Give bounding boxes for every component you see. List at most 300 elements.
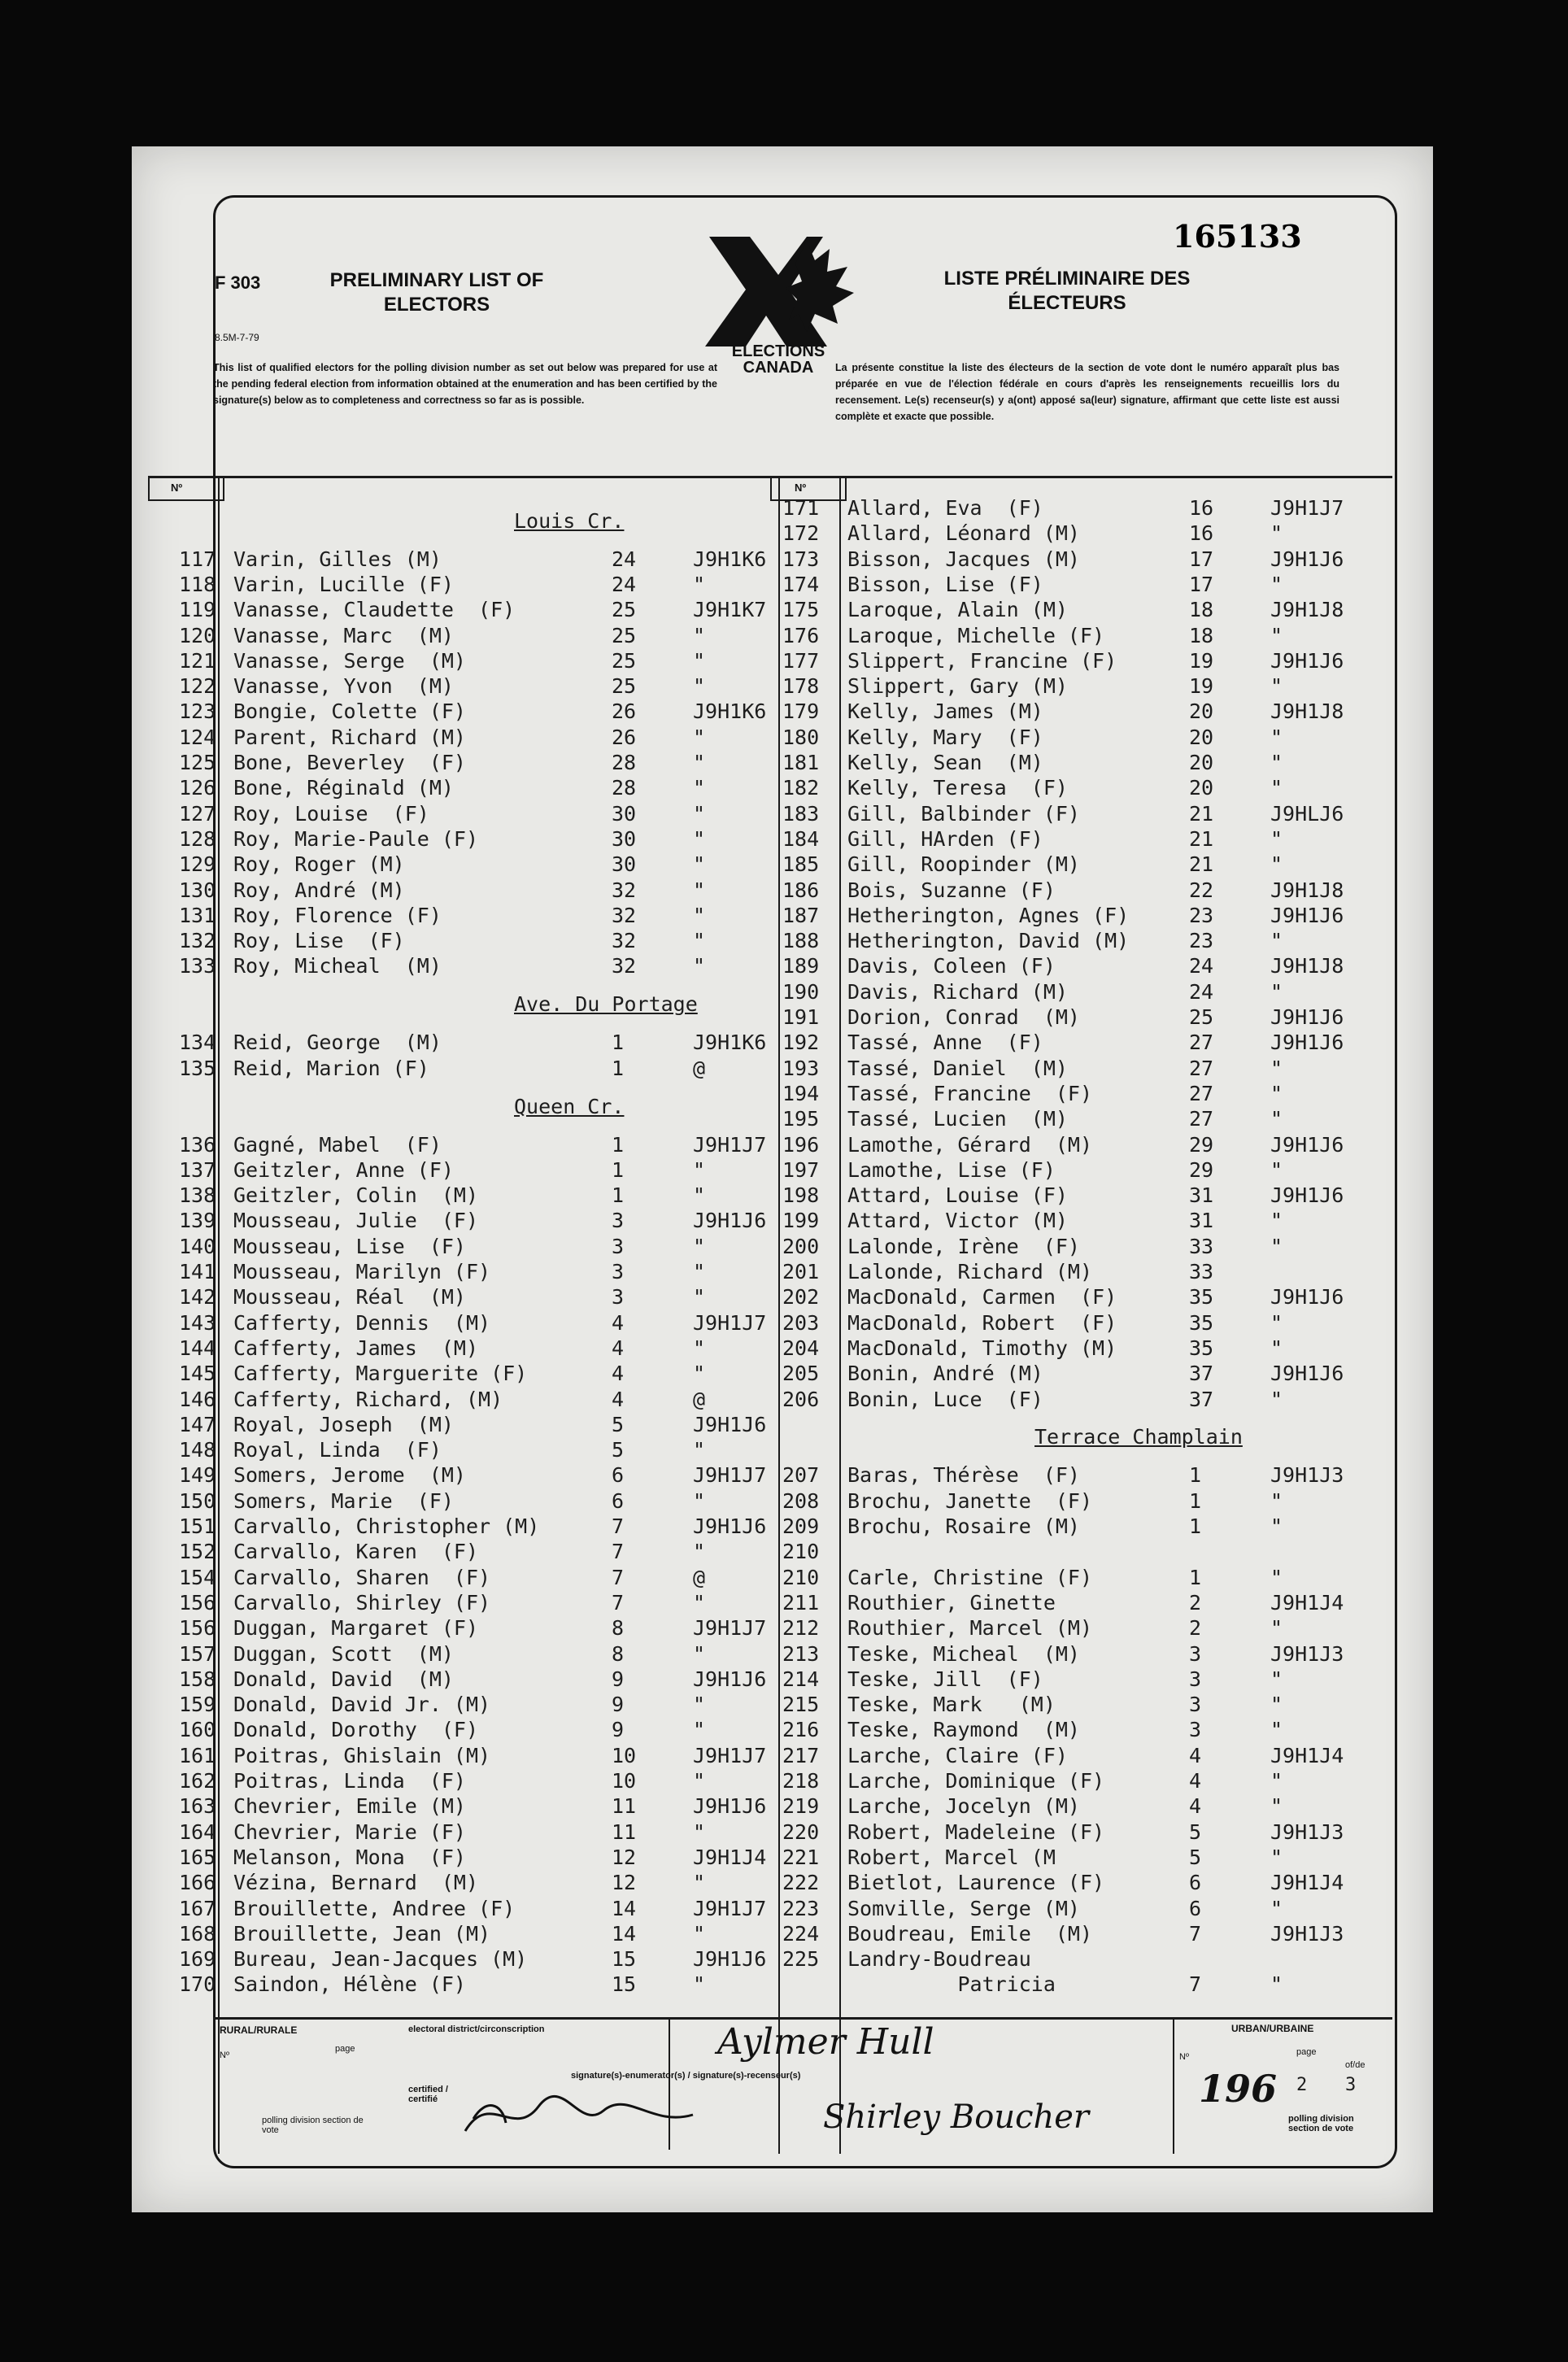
elections-canada-logo bbox=[693, 224, 864, 379]
civic-number: 1 bbox=[1189, 1488, 1202, 1513]
postal-code: J9H1J4 bbox=[1270, 1743, 1344, 1767]
elector-number: 185 bbox=[782, 852, 820, 877]
elector-number: 189 bbox=[782, 954, 820, 978]
elector-name: Donald, David (M) bbox=[233, 1667, 454, 1691]
elector-number: 217 bbox=[782, 1743, 820, 1767]
postal-code: J9H1J4 bbox=[1270, 1590, 1344, 1615]
civic-number: 3 bbox=[1189, 1718, 1202, 1742]
postal-code: " bbox=[1270, 1081, 1283, 1105]
elector-name: Roy, Lise (F) bbox=[233, 929, 405, 953]
elector-name: Brochu, Rosaire (M) bbox=[847, 1514, 1080, 1538]
civic-number: 35 bbox=[1189, 1310, 1214, 1335]
civic-number: 25 bbox=[1189, 1005, 1214, 1029]
postal-code: J9H1J6 bbox=[693, 1947, 767, 1972]
elector-number: 186 bbox=[782, 878, 820, 902]
civic-number: 25 bbox=[612, 598, 637, 622]
postal-code: J9H1J8 bbox=[1270, 878, 1344, 902]
civic-number: 10 bbox=[612, 1769, 637, 1793]
elector-number: 119 bbox=[179, 598, 216, 622]
elector-number: 156 bbox=[179, 1616, 216, 1641]
center-rule bbox=[778, 478, 780, 2154]
district-label: electoral district/circonscription bbox=[408, 2024, 545, 2034]
elector-name: MacDonald, Carmen (F) bbox=[847, 1285, 1117, 1310]
elector-number: 225 bbox=[782, 1947, 820, 1972]
street-section-heading: Louis Cr. bbox=[514, 508, 625, 533]
elector-name: Attard, Victor (M) bbox=[847, 1209, 1068, 1233]
elector-number: 140 bbox=[179, 1234, 216, 1258]
elector-name: Gill, Roopinder (M) bbox=[847, 852, 1080, 877]
logo-lettering: ELECTIONS bbox=[731, 342, 825, 360]
postal-code: J9H1J3 bbox=[1270, 1819, 1344, 1844]
elector-name: Baras, Thérèse (F) bbox=[847, 1463, 1080, 1488]
civic-number: 12 bbox=[612, 1845, 637, 1869]
postal-code: " bbox=[693, 826, 706, 851]
postal-code: " bbox=[693, 1336, 706, 1360]
elector-name: Routhier, Ginette bbox=[847, 1590, 1056, 1615]
postal-code: J9H1J6 bbox=[1270, 1285, 1344, 1310]
postal-code: " bbox=[693, 1819, 706, 1844]
civic-number: 3 bbox=[1189, 1667, 1202, 1691]
civic-number: 20 bbox=[1189, 751, 1214, 774]
elector-name: Robert, Madeleine (F) bbox=[847, 1819, 1105, 1844]
civic-number: 8 bbox=[612, 1616, 625, 1641]
elector-name: Lamothe, Lise (F) bbox=[847, 1157, 1056, 1182]
elector-name: Cafferty, Dennis (M) bbox=[233, 1310, 491, 1335]
elector-number: 166 bbox=[179, 1871, 216, 1895]
civic-number: 27 bbox=[1189, 1056, 1214, 1080]
elector-number: 169 bbox=[179, 1947, 216, 1972]
elector-number: 205 bbox=[782, 1362, 820, 1386]
elector-number: 126 bbox=[179, 776, 216, 800]
elector-number: 188 bbox=[782, 929, 820, 953]
elector-name: Tassé, Anne (F) bbox=[847, 1031, 1043, 1055]
elector-number: 161 bbox=[179, 1743, 216, 1767]
civic-number: 5 bbox=[1189, 1845, 1202, 1869]
civic-number: 4 bbox=[1189, 1769, 1202, 1793]
elector-name: Teske, Micheal (M) bbox=[847, 1641, 1080, 1666]
postal-code: " bbox=[693, 1183, 706, 1208]
postal-code: " bbox=[1270, 826, 1283, 851]
postal-code: " bbox=[1270, 1794, 1283, 1819]
postal-code: " bbox=[1270, 1972, 1283, 1997]
elector-number: 179 bbox=[782, 699, 820, 724]
elector-number: 141 bbox=[179, 1260, 216, 1283]
civic-number: 9 bbox=[612, 1693, 625, 1717]
enumerator-signature: Shirley Boucher bbox=[823, 2098, 1090, 2136]
civic-number: 18 bbox=[1189, 598, 1214, 622]
civic-number: 10 bbox=[612, 1743, 637, 1767]
elector-number: 197 bbox=[782, 1157, 820, 1182]
elector-number: 130 bbox=[179, 878, 216, 902]
rural-label: RURAL/RURALE bbox=[220, 2024, 298, 2036]
elector-number: 203 bbox=[782, 1310, 820, 1335]
civic-number: 7 bbox=[612, 1540, 625, 1564]
elector-name: Landry-Boudreau bbox=[847, 1947, 1031, 1972]
civic-number: 6 bbox=[612, 1488, 625, 1513]
elector-name: Saindon, Hélène (F) bbox=[233, 1972, 466, 1997]
postal-code: " bbox=[1270, 1616, 1283, 1641]
elector-name: Mousseau, Lise (F) bbox=[233, 1234, 466, 1258]
civic-number: 27 bbox=[1189, 1107, 1214, 1131]
postal-code: " bbox=[1270, 1234, 1283, 1258]
civic-number: 19 bbox=[1189, 648, 1214, 673]
postal-code: " bbox=[693, 1972, 706, 1997]
elector-number: 204 bbox=[782, 1336, 820, 1360]
elector-number: 135 bbox=[179, 1056, 216, 1080]
elector-number: 207 bbox=[782, 1463, 820, 1488]
civic-number: 32 bbox=[612, 903, 637, 927]
elector-name: Parent, Richard (M) bbox=[233, 725, 466, 749]
civic-number: 24 bbox=[1189, 954, 1214, 978]
postal-code: " bbox=[1270, 1693, 1283, 1717]
postal-code: J9H1J6 bbox=[693, 1794, 767, 1819]
postal-code: " bbox=[1270, 1845, 1283, 1869]
elector-name: Varin, Lucille (F) bbox=[233, 572, 454, 596]
polling-division-number: 196 bbox=[1199, 2067, 1278, 2111]
elector-number: 206 bbox=[782, 1387, 820, 1411]
elector-name: Attard, Louise (F) bbox=[847, 1183, 1068, 1208]
elector-number: 195 bbox=[782, 1107, 820, 1131]
postal-code: J9H1J8 bbox=[1270, 598, 1344, 622]
left-num-header-cell bbox=[148, 478, 224, 501]
civic-number: 4 bbox=[612, 1387, 625, 1411]
elector-name: Bois, Suzanne (F) bbox=[847, 878, 1056, 902]
postal-code: J9H1J6 bbox=[1270, 648, 1344, 673]
civic-number: 21 bbox=[1189, 852, 1214, 877]
elector-number: 209 bbox=[782, 1514, 820, 1538]
civic-number: 12 bbox=[612, 1871, 637, 1895]
elector-name: Royal, Joseph (M) bbox=[233, 1412, 454, 1436]
urban-block bbox=[1173, 2020, 1394, 2154]
postal-code: " bbox=[693, 1540, 706, 1564]
postal-code: J9H1J7 bbox=[693, 1896, 767, 1920]
elector-number: 177 bbox=[782, 648, 820, 673]
civic-number: 23 bbox=[1189, 903, 1214, 927]
civic-number: 20 bbox=[1189, 699, 1214, 724]
elector-name: Patricia bbox=[847, 1972, 1056, 1997]
elector-number: 173 bbox=[782, 547, 820, 571]
elector-name: Lalonde, Richard (M) bbox=[847, 1260, 1093, 1283]
postal-code: J9H1J6 bbox=[1270, 1031, 1344, 1055]
elector-number: 125 bbox=[179, 751, 216, 774]
civic-number: 7 bbox=[612, 1565, 625, 1589]
elector-name: Roy, Micheal (M) bbox=[233, 954, 442, 978]
elector-name: Kelly, James (M) bbox=[847, 699, 1043, 724]
postal-code: " bbox=[693, 801, 706, 826]
elector-name: Lamothe, Gérard (M) bbox=[847, 1132, 1093, 1157]
postal-code: " bbox=[693, 623, 706, 647]
elector-number: 138 bbox=[179, 1183, 216, 1208]
elector-number: 219 bbox=[782, 1794, 820, 1819]
elector-name: Tassé, Daniel (M) bbox=[847, 1056, 1068, 1080]
elector-number: 180 bbox=[782, 725, 820, 749]
elector-number: 154 bbox=[179, 1565, 216, 1589]
elector-name: Chevrier, Emile (M) bbox=[233, 1794, 466, 1819]
left-num-header: Nº bbox=[171, 482, 183, 494]
elector-number: 175 bbox=[782, 598, 820, 622]
postal-code: J9H1J3 bbox=[1270, 1921, 1344, 1946]
right-num-header: Nº bbox=[795, 482, 807, 494]
postal-code: J9HLJ6 bbox=[1270, 801, 1344, 826]
postal-code: J9H1J6 bbox=[693, 1514, 767, 1538]
civic-number: 32 bbox=[612, 929, 637, 953]
postal-code: " bbox=[693, 1718, 706, 1742]
elector-number: 198 bbox=[782, 1183, 820, 1208]
elector-number: 142 bbox=[179, 1285, 216, 1310]
postal-code: J9H1K6 bbox=[693, 699, 767, 724]
postal-code: J9H1J6 bbox=[1270, 1183, 1344, 1208]
elector-name: Kelly, Teresa (F) bbox=[847, 776, 1068, 800]
elector-number: 123 bbox=[179, 699, 216, 724]
elector-name: Geitzler, Anne (F) bbox=[233, 1157, 454, 1182]
elector-number: 194 bbox=[782, 1081, 820, 1105]
elector-number: 148 bbox=[179, 1438, 216, 1462]
elector-name: Teske, Mark (M) bbox=[847, 1693, 1056, 1717]
civic-number: 15 bbox=[612, 1972, 637, 1997]
elector-number: 129 bbox=[179, 852, 216, 877]
elector-name: Carle, Christine (F) bbox=[847, 1565, 1093, 1589]
elector-number: 132 bbox=[179, 929, 216, 953]
civic-number: 35 bbox=[1189, 1336, 1214, 1360]
elector-name: Routhier, Marcel (M) bbox=[847, 1616, 1093, 1641]
civic-number: 1 bbox=[612, 1157, 625, 1182]
postal-code: J9H1J6 bbox=[693, 1412, 767, 1436]
elector-number: 200 bbox=[782, 1234, 820, 1258]
postal-code: J9H1J7 bbox=[1270, 496, 1344, 520]
civic-number: 17 bbox=[1189, 547, 1214, 571]
civic-number: 25 bbox=[612, 674, 637, 699]
civic-number: 20 bbox=[1189, 776, 1214, 800]
street-section-heading: Terrace Champlain bbox=[1034, 1425, 1243, 1449]
elector-name: Cafferty, Marguerite (F) bbox=[233, 1362, 528, 1386]
elector-name: Vézina, Bernard (M) bbox=[233, 1871, 479, 1895]
intro-french: La présente constitue la liste des électeurs de la section de vote dont le numéro apparaît plus bas préparée en vue de l'élection fédérale en cours d'après les renseignements recueillis lors du recensement. Le(s) recenseur(s) y a(ont) apposé sa(leur) signature, affirmant que cette liste est aussi complète et exacte que possible. bbox=[835, 362, 1339, 422]
civic-number: 16 bbox=[1189, 496, 1214, 520]
postal-code: " bbox=[693, 1641, 706, 1666]
form-subcode: 8.5M-7-79 bbox=[215, 332, 259, 343]
postal-code: J9H1J3 bbox=[1270, 1641, 1344, 1666]
elector-name: Bisson, Lise (F) bbox=[847, 572, 1043, 596]
elector-number: 210 bbox=[782, 1540, 820, 1564]
elector-name: Mousseau, Réal (M) bbox=[233, 1285, 466, 1310]
elector-name: Kelly, Sean (M) bbox=[847, 751, 1043, 774]
postal-code: J9H1J3 bbox=[1270, 1463, 1344, 1488]
elector-name: Tassé, Lucien (M) bbox=[847, 1107, 1068, 1131]
elector-name: Larche, Jocelyn (M) bbox=[847, 1794, 1080, 1819]
elector-number: 182 bbox=[782, 776, 820, 800]
elector-number: 224 bbox=[782, 1921, 820, 1946]
elector-name: Tassé, Francine (F) bbox=[847, 1081, 1093, 1105]
elector-number: 120 bbox=[179, 623, 216, 647]
postal-code: " bbox=[1270, 1514, 1283, 1538]
postal-code: J9H1J6 bbox=[693, 1667, 767, 1691]
elector-number: 136 bbox=[179, 1132, 216, 1157]
elector-number: 208 bbox=[782, 1488, 820, 1513]
elector-number: 214 bbox=[782, 1667, 820, 1691]
elector-name: Brochu, Janette (F) bbox=[847, 1488, 1093, 1513]
civic-number: 26 bbox=[612, 699, 637, 724]
elector-number: 170 bbox=[179, 1972, 216, 1997]
postal-code: J9H1J6 bbox=[1270, 547, 1344, 571]
civic-number: 4 bbox=[612, 1310, 625, 1335]
certifier-signature-scribble bbox=[457, 2082, 701, 2147]
elector-name: Somville, Serge (M) bbox=[847, 1896, 1080, 1920]
postal-code: J9H1J6 bbox=[1270, 1132, 1344, 1157]
elector-name: Allard, Léonard (M) bbox=[847, 521, 1080, 546]
postal-code: J9H1J8 bbox=[1270, 699, 1344, 724]
postal-code: " bbox=[1270, 1488, 1283, 1513]
civic-number: 5 bbox=[612, 1438, 625, 1462]
elector-number: 150 bbox=[179, 1488, 216, 1513]
elector-name: Roy, Marie-Paule (F) bbox=[233, 826, 479, 851]
elector-name: Lalonde, Irène (F) bbox=[847, 1234, 1080, 1258]
civic-number: 37 bbox=[1189, 1387, 1214, 1411]
elector-name: Bone, Réginald (M) bbox=[233, 776, 454, 800]
elector-name: MacDonald, Timothy (M) bbox=[847, 1336, 1117, 1360]
document-sheet bbox=[132, 146, 1433, 2212]
elector-name: Larche, Dominique (F) bbox=[847, 1769, 1105, 1793]
civic-number: 3 bbox=[1189, 1641, 1202, 1666]
postal-code: " bbox=[1270, 751, 1283, 774]
civic-number: 21 bbox=[1189, 826, 1214, 851]
elector-number: 160 bbox=[179, 1718, 216, 1742]
postal-code: J9H1J8 bbox=[1270, 954, 1344, 978]
elector-name: Duggan, Margaret (F) bbox=[233, 1616, 479, 1641]
svg-text:CANADA: CANADA bbox=[743, 359, 814, 377]
civic-number: 6 bbox=[1189, 1896, 1202, 1920]
intro-english: This list of qualified electors for the polling division number as set out below was prepared for use at the pending federal election from information obtained at the enumeration and has been certified by the signature(s) below as to completeness and correctness so far as is possible. bbox=[213, 362, 717, 406]
postal-code: " bbox=[693, 1362, 706, 1386]
page-total: 3 bbox=[1345, 2075, 1357, 2095]
elector-name: Boudreau, Emile (M) bbox=[847, 1921, 1093, 1946]
elector-name: Donald, David Jr. (M) bbox=[233, 1693, 491, 1717]
elector-number: 146 bbox=[179, 1387, 216, 1411]
elector-name: Teske, Raymond (M) bbox=[847, 1718, 1080, 1742]
civic-number: 7 bbox=[1189, 1972, 1202, 1997]
civic-number: 7 bbox=[1189, 1921, 1202, 1946]
elector-number: 134 bbox=[179, 1031, 216, 1055]
civic-number: 11 bbox=[612, 1794, 637, 1819]
elector-number: 139 bbox=[179, 1209, 216, 1233]
civic-number: 33 bbox=[1189, 1260, 1214, 1283]
postal-code: " bbox=[1270, 725, 1283, 749]
elector-number: 221 bbox=[782, 1845, 820, 1869]
elector-name: Roy, Louise (F) bbox=[233, 801, 429, 826]
postal-code: " bbox=[1270, 1310, 1283, 1335]
civic-number: 11 bbox=[612, 1819, 637, 1844]
postal-code: " bbox=[1270, 979, 1283, 1004]
postal-code: " bbox=[693, 1590, 706, 1615]
elector-number: 199 bbox=[782, 1209, 820, 1233]
elector-number: 171 bbox=[782, 496, 820, 520]
civic-number: 24 bbox=[612, 547, 637, 571]
elector-number: 151 bbox=[179, 1514, 216, 1538]
postal-code: J9H1J7 bbox=[693, 1463, 767, 1488]
elector-number: 165 bbox=[179, 1845, 216, 1869]
postal-code: " bbox=[1270, 674, 1283, 699]
civic-number: 26 bbox=[612, 725, 637, 749]
postal-code: " bbox=[1270, 623, 1283, 647]
elector-name: Vanasse, Marc (M) bbox=[233, 623, 454, 647]
elector-number: 137 bbox=[179, 1157, 216, 1182]
postal-code: " bbox=[1270, 776, 1283, 800]
civic-number: 7 bbox=[612, 1514, 625, 1538]
elector-name: Brouillette, Jean (M) bbox=[233, 1921, 491, 1946]
civic-number: 14 bbox=[612, 1896, 637, 1920]
elector-number: 147 bbox=[179, 1412, 216, 1436]
civic-number: 15 bbox=[612, 1947, 637, 1972]
civic-number: 2 bbox=[1189, 1590, 1202, 1615]
right-num-rule bbox=[839, 478, 841, 2154]
postal-code: " bbox=[1270, 852, 1283, 877]
elector-number: 172 bbox=[782, 521, 820, 546]
elector-number: 187 bbox=[782, 903, 820, 927]
civic-number: 24 bbox=[612, 572, 637, 596]
urban-page-label: page bbox=[1296, 2047, 1317, 2057]
elector-name: Geitzler, Colin (M) bbox=[233, 1183, 479, 1208]
postal-code: " bbox=[693, 776, 706, 800]
elector-number: 145 bbox=[179, 1362, 216, 1386]
elector-name: Carvallo, Christopher (M) bbox=[233, 1514, 540, 1538]
elector-number: 149 bbox=[179, 1463, 216, 1488]
civic-number: 27 bbox=[1189, 1031, 1214, 1055]
postal-code: " bbox=[693, 751, 706, 774]
elector-name: Carvallo, Sharen (F) bbox=[233, 1565, 491, 1589]
civic-number: 18 bbox=[1189, 623, 1214, 647]
elector-name: Bonin, Luce (F) bbox=[847, 1387, 1043, 1411]
elector-name: Hetherington, David (M) bbox=[847, 929, 1130, 953]
civic-number: 8 bbox=[612, 1641, 625, 1666]
postal-code: " bbox=[693, 1438, 706, 1462]
postal-code: " bbox=[693, 1285, 706, 1310]
civic-number: 31 bbox=[1189, 1183, 1214, 1208]
urban-polling-label: polling division section de vote bbox=[1288, 2114, 1354, 2133]
elector-number: 192 bbox=[782, 1031, 820, 1055]
elector-name: Melanson, Mona (F) bbox=[233, 1845, 466, 1869]
postal-code: " bbox=[1270, 1157, 1283, 1182]
elector-name: Chevrier, Marie (F) bbox=[233, 1819, 466, 1844]
elector-name: Teske, Jill (F) bbox=[847, 1667, 1043, 1691]
postal-code: " bbox=[1270, 1387, 1283, 1411]
elector-number: 152 bbox=[179, 1540, 216, 1564]
postal-code: " bbox=[1270, 1056, 1283, 1080]
civic-number: 24 bbox=[1189, 979, 1214, 1004]
elector-name: Bureau, Jean-Jacques (M) bbox=[233, 1947, 528, 1972]
left-margin-rule bbox=[218, 478, 220, 2154]
postal-code: " bbox=[1270, 929, 1283, 953]
elector-name: Bisson, Jacques (M) bbox=[847, 547, 1080, 571]
civic-number: 14 bbox=[612, 1921, 637, 1946]
elector-number: 159 bbox=[179, 1693, 216, 1717]
elector-name: Dorion, Conrad (M) bbox=[847, 1005, 1080, 1029]
civic-number: 20 bbox=[1189, 725, 1214, 749]
elector-name: Slippert, Gary (M) bbox=[847, 674, 1068, 699]
civic-number: 22 bbox=[1189, 878, 1214, 902]
title-english: PRELIMINARY LIST OF ELECTORS bbox=[329, 269, 544, 316]
elector-number: 127 bbox=[179, 801, 216, 826]
elector-name: Gill, Balbinder (F) bbox=[847, 801, 1080, 826]
civic-number: 1 bbox=[1189, 1565, 1202, 1589]
postal-code: " bbox=[1270, 572, 1283, 596]
elector-name: Kelly, Mary (F) bbox=[847, 725, 1043, 749]
serial-number: 165133 bbox=[1173, 218, 1302, 255]
postal-code: " bbox=[693, 1157, 706, 1182]
civic-number: 3 bbox=[612, 1209, 625, 1233]
elector-number: 201 bbox=[782, 1260, 820, 1283]
civic-number: 9 bbox=[612, 1718, 625, 1742]
civic-number: 29 bbox=[1189, 1157, 1214, 1182]
elector-name: Davis, Coleen (F) bbox=[847, 954, 1056, 978]
